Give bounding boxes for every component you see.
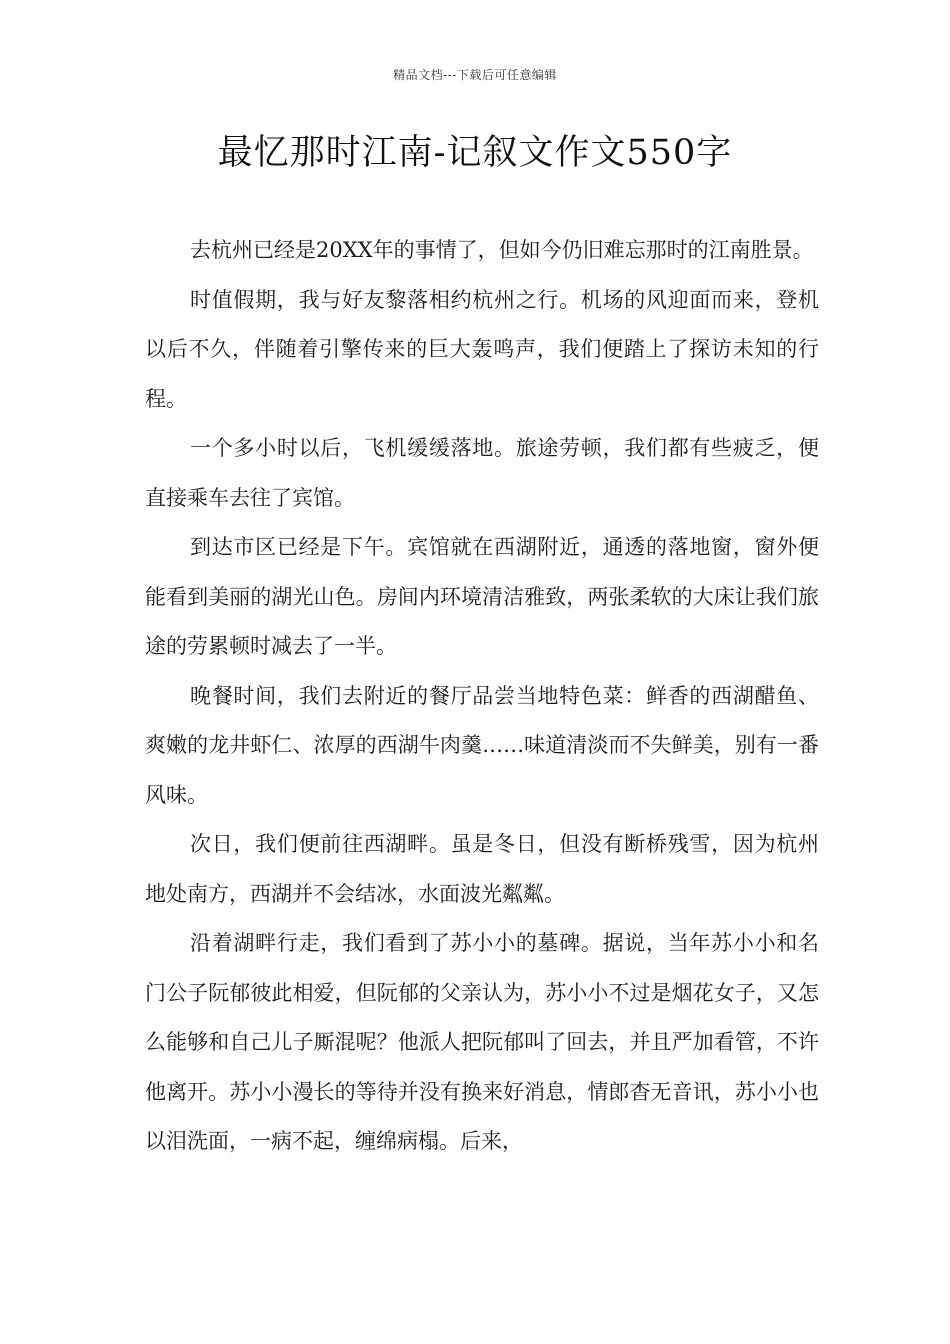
paragraph: 次日，我们便前往西湖畔。虽是冬日，但没有断桥残雪，因为杭州地处南方，西湖并不会结冰，水面波光粼粼。 <box>145 832 819 906</box>
paragraph: 一个多小时以后，飞机缓缓落地。旅途劳顿，我们都有些疲乏，便直接乘车去往了宾馆。 <box>145 436 819 510</box>
paragraph: 时值假期，我与好友黎落相约杭州之行。机场的风迎面而来，登机以后不久，伴随着引擎传来的巨大轰鸣声，我们便踏上了探访未知的行程。 <box>145 287 819 411</box>
document-title: 最忆那时江南-记叙文作文550字 <box>217 133 733 173</box>
document-body <box>145 226 819 1167</box>
paragraph: 晚餐时间，我们去附近的餐厅品尝当地特色菜：鲜香的西湖醋鱼、爽嫩的龙井虾仁、浓厚的西湖牛肉羹……味道清淡而不失鲜美，别有一番风味。 <box>145 683 819 807</box>
paragraph: 沿着湖畔行走，我们看到了苏小小的墓碑。据说，当年苏小小和名门公子阮郁彼此相爱，但阮郁的父亲认为，苏小小不过是烟花女子，又怎么能够和自己儿子厮混呢？他派人把阮郁叫了回去，并且严加看管，不许他离开。苏小小漫长的等待并没有换来好消息，情郎杳无音讯，苏小小也以泪洗面，一病不起，缠绵病榻。后来， <box>145 931 819 1153</box>
paragraph: 去杭州已经是20XX年的事情了，但如今仍旧难忘那时的江南胜景。 <box>190 238 814 262</box>
header-note: 精品文档---下载后可任意编辑 <box>393 68 557 82</box>
paragraph: 到达市区已经是下午。宾馆就在西湖附近，通透的落地窗，窗外便能看到美丽的湖光山色。房间内环境清洁雅致，两张柔软的大床让我们旅途的劳累顿时减去了一半。 <box>145 535 819 658</box>
